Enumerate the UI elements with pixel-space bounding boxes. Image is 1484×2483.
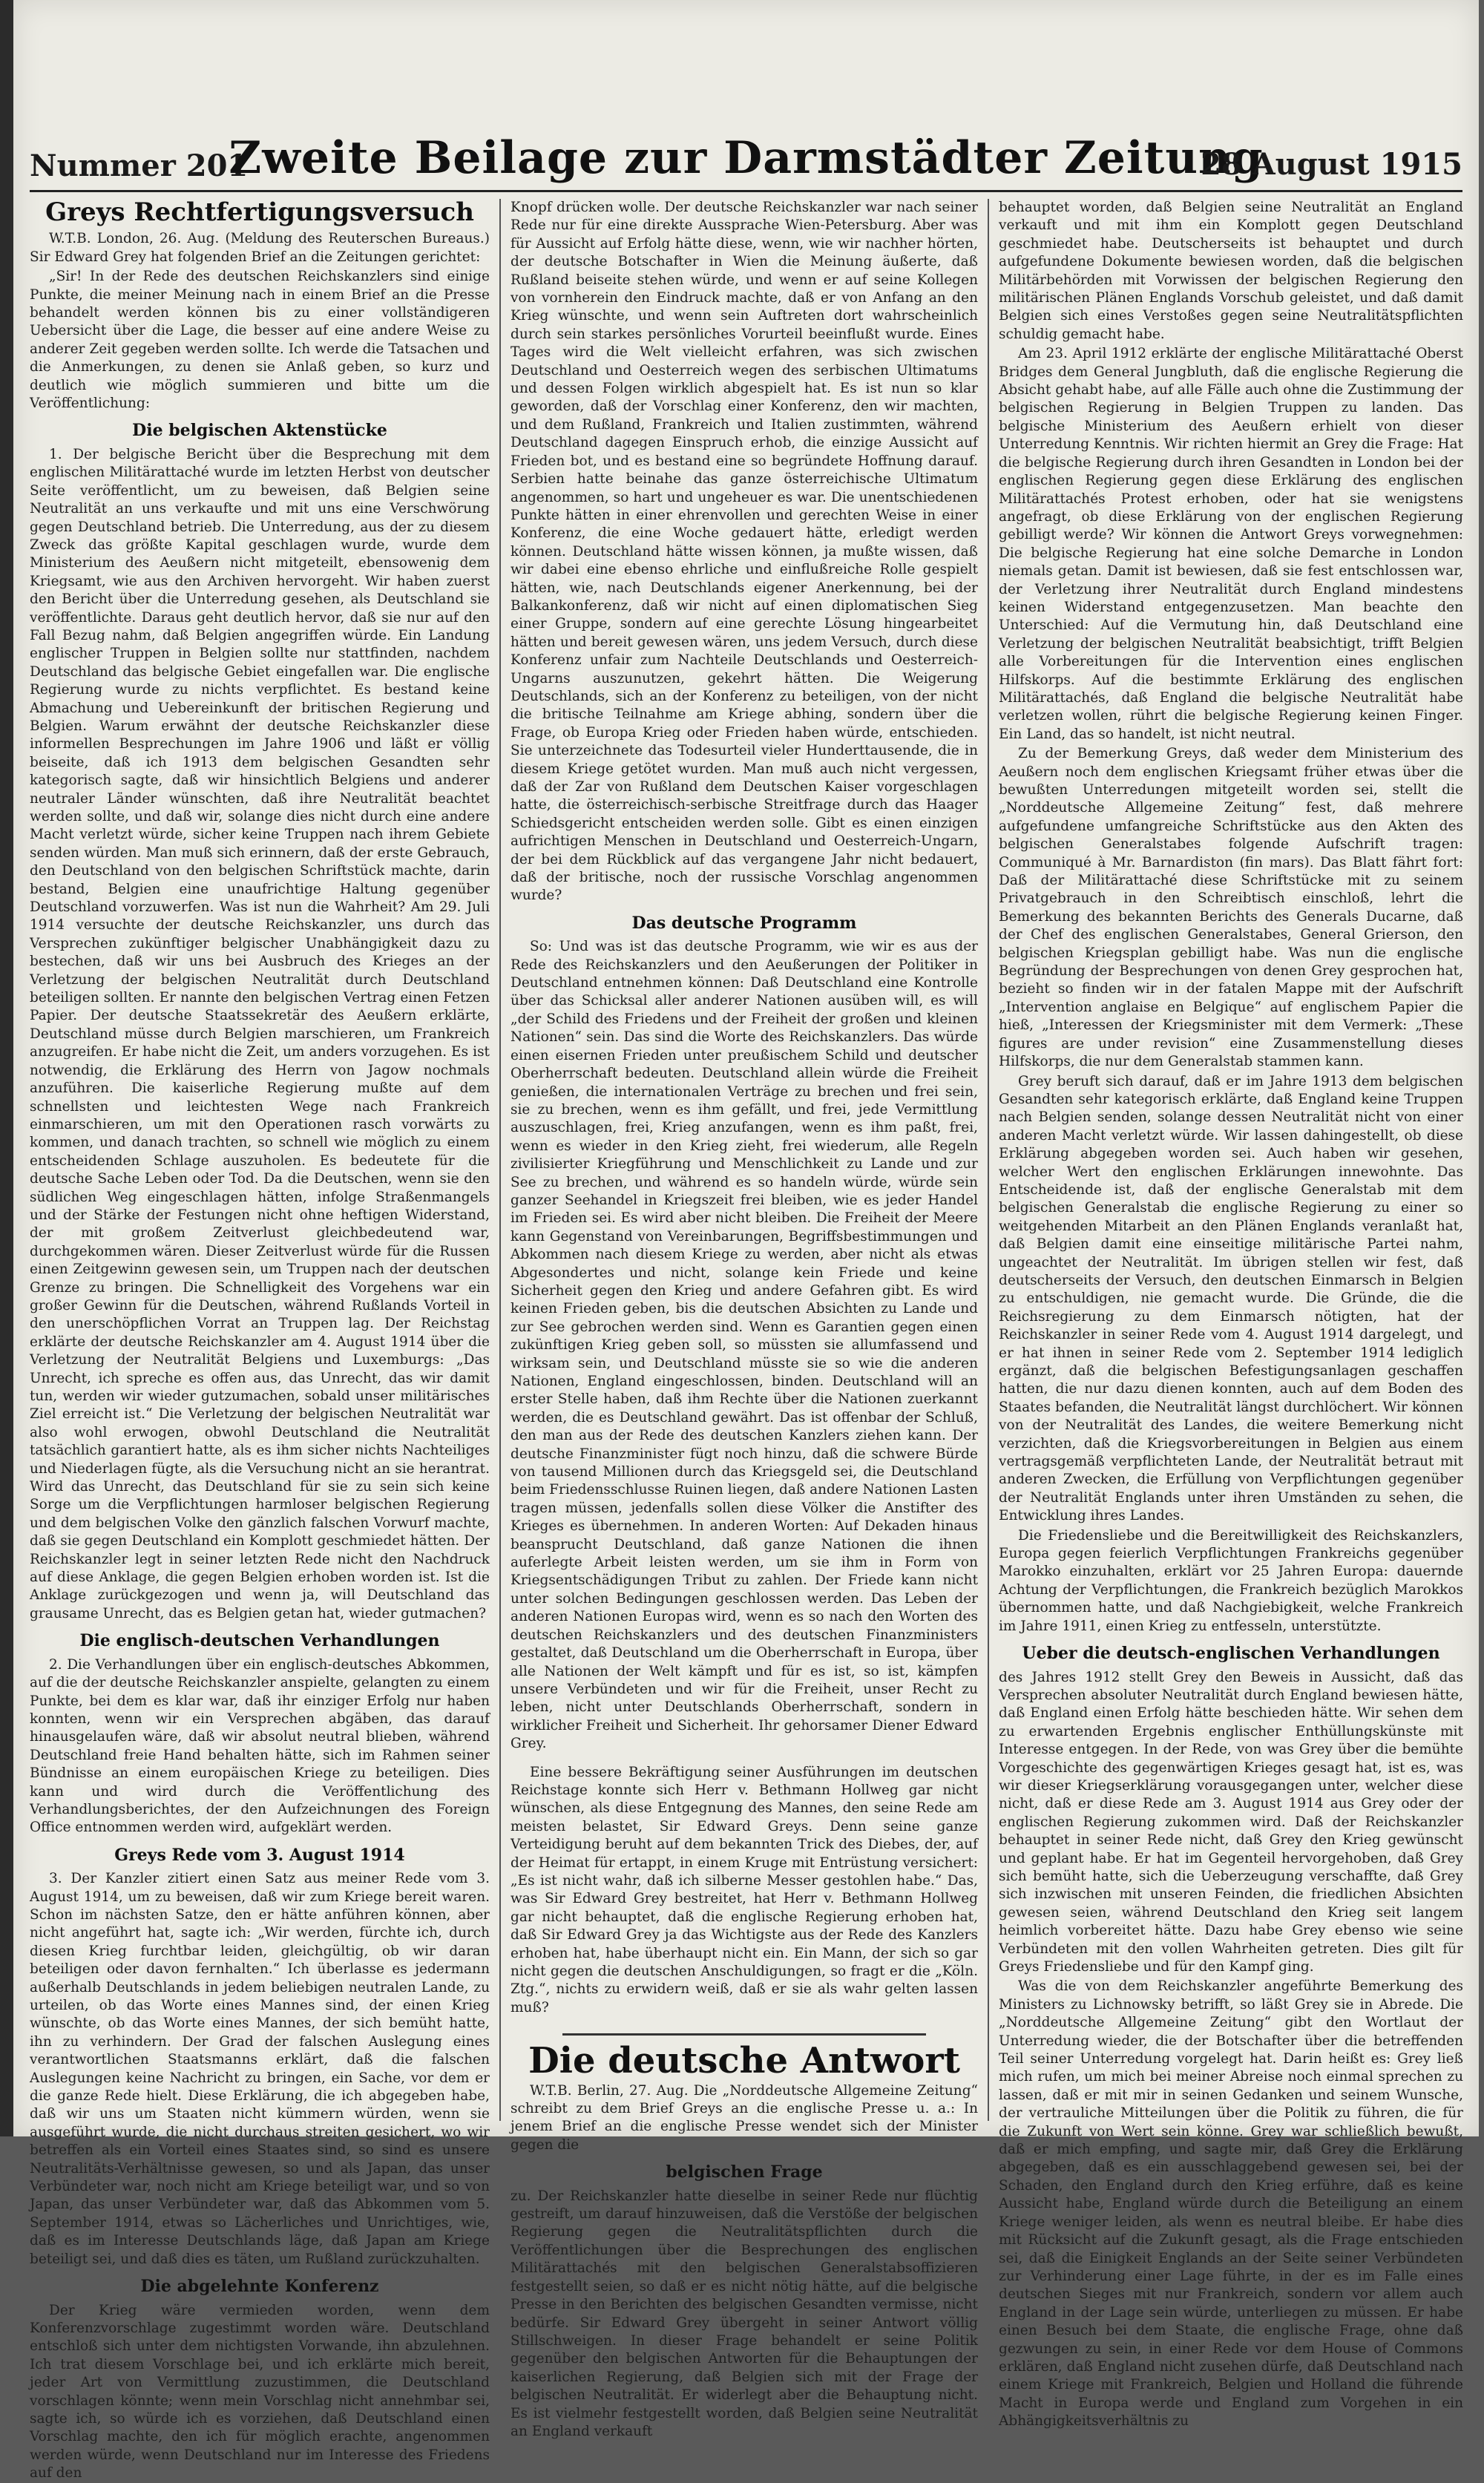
headline-greys-rechtfertigung: Greys Rechtfertigungsversuch <box>45 197 474 227</box>
column-3 <box>999 199 1464 2430</box>
subheading: Ueber die deutsch-englischen Verhandlungen <box>1022 1644 1440 1664</box>
paragraph: des Jahres 1912 stellt Grey den Beweis in Aussicht, daß das Versprechen absoluter Neutralität durch England bewiesen hätte, daß England einen Erfolg hätte beschieden hätte. Wir sehen dem zu erwartenden Ergebnis englischer Enthüllungskünste mit Interesse entgegen. In der Rede, von was Grey über die bemühte Vorgeschichte des gegenwärtigen Krieges gesagt hat, ist es, was wir dieser Kriegserklärung vorausgegangen unter, welcher diese nicht, daß er diese Rede am 3. August 1914 aus Grey oder der englischen Regierung zukommen wird. Daß der Reichskanzler behauptet in seiner Rede nicht, daß Grey den Krieg gewünscht und geplant habe. Er hat im Gegenteil hervorgehoben, daß Grey sich bemüht hatte, sich die Ueberzeugung verschaffte, daß Grey sich inzwischen mit unseren Feinden, die friedlichen Absichten gewesen seien, während Deutschland den Krieg seit langem heimlich vorbereitet hätte. Dazu habe Grey ebenso wie seine Verbündeten mit den vollen Wahrheiten getreten. Dies gilt für Greys Friedensliebe und für den Kampf ging. <box>999 1669 1463 1975</box>
headline-deutsche-antwort: Die deutsche Antwort <box>528 2040 960 2082</box>
paragraph: Der Krieg wäre vermieden worden, wenn dem Konferenzvorschlage zugestimmt worden wäre. Deutschland entschloß sich unter dem nichtigsten Vorwande, ihn abzulehnen. Ich trat diesem Vorschlage bei, und ich erklärte mich bereit, jeder Art von Vermittlung zuzustimmen, die Deutschland vorschlagen könnte; wenn mein Vorschlag nicht annehmbar sei, sagte ich, so würde ich es vorziehen, daß Deutschland einen Vorschlag machte, den ich für möglich erachte, angenommen werden würde, wenn Deutschland nur im Interesse des Friedens auf den <box>30 2302 490 2482</box>
masthead <box>30 132 1462 192</box>
issue-number: Nummer 201 <box>30 148 249 183</box>
paragraph: Eine bessere Bekräftigung seiner Ausführungen im deutschen Reichstage konnte sich Herr v. Bethmann Hollweg gar nicht wünschen, als diese Entgegnung des Mannes, den seine Rede am meisten belastet, Sir Edward Greys. Denn seine ganze Verteidigung beruht auf dem bekannten Trick des Diebes, der, auf der Heimat für ertappt, in einem Kruge mit Entrüstung versichert: „Es ist nicht wahr, daß ich silberne Messer gestohlen habe.“ Das, was Sir Edward Grey bestreitet, hat Herr v. Bethmann Hollweg gar nicht behauptet, daß die englische Regierung erhoben hat, daß Sir Edward Grey ja das Wichtigste aus der Rede des Kanzlers erhoben hat, habe überhaupt nicht ein. Ein Mann, der sich so gar nicht gegen die deutschen Anschuldigungen, so fragt er die „Köln. Ztg.“, nichts zu erwidern weiß, daß er sie als wahr gelten lassen muß? <box>510 1764 978 2015</box>
subheading: Die belgischen Aktenstücke <box>132 421 387 441</box>
paragraph: So: Und was ist das deutsche Programm, wie wir es aus der Rede des Reichskanzlers und den Aeußerungen der Politiker in Deutschland entnehmen können: Daß Deutschland eine Kontrolle über das Schicksal aller anderer Nationen ausüben will, es will „der Schild des Friedens und der Freiheit der großen und kleinen Nationen“ sein. Das sind die Worte des Reichskanzlers. Das würde einen eisernen Frieden unter preußischem Schild und deutscher Oberherrschaft bedeuten. Deutschland allein würde die Freiheit genießen, die internationalen Verträge zu brechen und frei sein, sie zu brechen, wenn es ihm gefällt, und frei, jede Vermittlung auszuschlagen, frei, Krieg anzufangen, wenn es ihm paßt, frei, wenn es wieder in den Krieg zieht, frei wiederum, alle Regeln zivilisierter Kriegführung und Menschlichkeit zu Lande und zur See zu brechen, und während es so handeln würde, würde sein ganzer Seehandel in Kriegszeit frei bleiben, wie es jeder Handel im Frieden sei. Es wird aber nicht bleiben. Die Freiheit der Meere kann Gegenstand von Vereinbarungen, Begriffsbestimmungen und Abkommen nach diesem Kriege zu werden, aber nicht als etwas Abgesondertes und nicht, solange kein Friede und keine Sicherheit gegen den Krieg und andere Gefahren gibt. Es wird keinen Frieden geben, bis die deutschen Absichten zu Lande und zur See gebrochen werden sind. Wenn es Garantien gegen einen zukünftigen Krieg geben soll, so müssten sie allumfassend und wirksam sein, und Deutschland müsste sie so wie die anderen Nationen, England eingeschlossen, binden. Deutschland will an erster Stelle haben, daß ihm Rechte über die Nationen zuerkannt werden, die es Deutschland gewährt. Das ist offenbar der Schluß, den man aus der Rede des deutschen Kanzlers ziehen kann. Der deutsche Finanzminister fügt noch hinzu, daß die schwere Bürde von tausend Millionen durch das Kriegsgeld sei, die Deutschland beim Friedensschlusse Ruinen liegen, daß andere Nationen Lasten tragen müssen, jedenfalls sollen diese Völker die Anstifter des Krieges es übernehmen. In anderen Worten: Auf Dekaden hinaus beansprucht Deutschland, daß ganze Nationen die ihnen auferlegte Arbeit leisten werden, um sie ihm in Form von Kriegsentschädigungen Tribut zu zahlen. Der Friede kann nicht unter solchen Bedingungen geschlossen werden. Das Leben der anderen Nationen Europas wird, wenn es so nach den Worten des deutschen Reichskanzlers und des deutschen Finanzministers gestaltet, daß Deutschland um die Oberherrschaft in Europa, über alle Nationen der Welt kämpft und für es ist, so ist, kämpfen unsere Verbündeten und wir für die Freiheit, unser Recht zu leben, nicht unter Deutschlands Oberherrschaft, sondern in wirklicher Freiheit und Sicherheit. Ihr gehorsamer Diener Edward Grey. <box>510 939 978 1752</box>
section-rule <box>562 2033 926 2036</box>
paragraph: Knopf drücken wolle. Der deutsche Reichskanzler war nach seiner Rede nur für eine direkte Aussprache Wien-Petersburg. Aber was für Aussicht auf Erfolg hätte diese, wenn, wie wir nachher hörten, der deutsche Botschafter in Wien die Meinung äußerte, daß Rußland beiseite stehen würde, und wenn er auf seine Kollegen von vornherein den Eindruck machte, daß er von Anfang an den Krieg wünschte, und wenn sein Auftreten dort wahrscheinlich durch sein starkes persönliches Vorurteil beeinflußt wurde. Eines Tages wird die Welt vielleicht erfahren, was sich zwischen Deutschland und Oesterreich wegen des serbischen Ultimatums und dessen Folgen wirklich abgespielt hat. Es ist nun so klar geworden, daß der Vorschlag einer Konferenz, den wir machten, und dem Rußland, Frankreich und Italien zustimmten, während Deutschland dagegen Einspruch erhob, die einzige Aussicht auf Frieden bot, und es bestand eine so begründete Hoffnung darauf. Serbien hatte beinahe das ganze österreichische Ultimatum angenommen, so hart und ungeheuer es war. Die unentschiedenen Punkte hätten in einer ehrenvollen und gerechten Weise in einer Konferenz, die eine Woche gedauert hätte, erledigt werden können. Deutschland hätte wissen können, ja mußte wissen, daß wir dabei eine ebenso ehrliche und einflußreiche Rolle gespielt hätten, wie, nach Deutschlands eigener Anerkennung, bei der Balkankonferenz, daß wir nicht auf einen diplomatischen Sieg einer Gruppe, sondern auf eine gerechte Lösung hingearbeitet hätten und bereit gewesen wären, uns jedem Versuch, durch diese Konferenz unfair zum Nachteile Deutschlands und Oesterreich-Ungarns auszunutzen, gekehrt hätten. Die Weigerung Deutschlands, sich an der Konferenz zu beteiligen, von der nicht die britische Teilnahme am Kriege abhing, sondern über die Frage, ob Europa Krieg oder Frieden haben würde, entschieden. Sie unterzeichnete das Todesurteil vieler Hunderttausende, die in diesem Kriege getötet wurden. Man muß auch nicht vergessen, daß der Zar von Rußland dem Deutschen Kaiser vorgeschlagen hatte, die österreichisch-serbische Streitfrage durch das Haager Schiedsgericht entscheiden werden solle. Gibt es einen einzigen aufrichtigen Menschen in Deutschland und Oesterreich-Ungarn, der bei dem Rückblick auf das vergangene Jahr nicht bedauert, daß der britische, noch der russische Vorschlag angenommen wurde? <box>510 200 978 904</box>
column-2 <box>510 199 978 2439</box>
article-columns <box>30 197 1464 2482</box>
column-divider <box>988 199 989 2121</box>
subheading: Das deutsche Programm <box>631 913 857 933</box>
paragraph: Grey beruft sich darauf, daß er im Jahre 1913 dem belgischen Gesandten sehr kategorisch erklärte, daß England keine Truppen nach Belgien senden, solange dessen Neutralität nicht von einer anderen Macht verletzt würde. Wir lassen dahingestellt, ob diese Erklärung abgegeben worden sei. Auch haben wir gesehen, welcher Wert den englischen Erklärungen innewohnte. Das Entscheidende ist, daß der englische Generalstab mit dem belgischen Generalstab die englische Regierung zu einer so weitgehenden Mitarbeit an den Plänen Englands veranlaßt hat, daß Belgien damit eine einseitige militärische Partei nahm, ungeachtet der Neutralität. Im übrigen stellen wir fest, daß deutscherseits der Versuch, den deutschen Einmarsch in Belgien zu entschuldigen, nie gemacht wurde. Die Gründe, die die Reichsregierung zu dem Einmarsch nötigten, hat der Reichskanzler in seiner Rede vom 4. August 1914 dargelegt, und er hat ihnen in seiner Rede vom 2. September 1914 lediglich ergänzt, daß die belgischen Befestigungsanlagen geschaffen hatten, die nur dazu dienen konnten, auch auf dem Boden des Staates befanden, die Neutralität längst durchlöchert. Wir können von der Neutralität des Landes, die weitere Bemerkung nicht verzichten, daß die Kriegsvorbereitungen in Belgien aus einem vertragsgemäß verpflichteten Lande, der Neutralität betraut mit anderen Zwecken, die Erfüllung von Verpflichtungen gegenüber der Neutralität Englands unter ihren Umständen zu sehen, die Entwicklung ihres Landes. <box>999 1073 1463 1524</box>
column-1 <box>30 197 490 2482</box>
newspaper-title: Zweite Beilage zur Darmstädter Zeitung <box>229 132 1264 184</box>
subheading: Die abgelehnte Konferenz <box>140 2277 379 2297</box>
paragraph: W.T.B. Berlin, 27. Aug. Die „Norddeutsche Allgemeine Zeitung“ schreibt zu dem Brief Greys an die englische Presse u. a.: In jenem Brief an die englische Presse wendet sich der Minister gegen die <box>510 2082 978 2153</box>
column-divider <box>499 199 501 2121</box>
subheading: belgischen Frage <box>666 2162 823 2182</box>
paragraph: „Sir! In der Rede des deutschen Reichskanzlers sind einige Punkte, die meiner Meinung nach in einem Brief an die Presse behandelt werden können bis zu einer vollständigeren Uebersicht über die Lage, die besser auf eine andere Weise zu anderer Zeit gegeben werden sollte. Ich werde die Tatsachen und die Anmerkungen, zu denen sie Anlaß geben, so kurz und deutlich wie möglich summieren und bitte um die Veröffentlichung: <box>30 269 490 412</box>
paragraph: W.T.B. London, 26. Aug. (Meldung des Reuterschen Bureaus.) Sir Edward Grey hat folgenden Brief an die Zeitungen gerichtet: <box>30 231 490 265</box>
paragraph: 1. Der belgische Bericht über die Besprechung mit dem englischen Militärattaché wurde im letzten Herbst von deutscher Seite veröffentlicht, um zu beweisen, daß Belgien seine Neutralität an uns verkaufte und mit uns eine Verschwörung gegen Deutschland betrieb. Die Unterredung, aus der zu diesem Zweck das größte Kapital geschlagen wurde, wurde dem Ministerium des Aeußern nicht mitgeteilt, ebensowenig dem Kriegsamt, wie aus den Archiven hervorgeht. Wir haben zuerst den Bericht über die Unterredung gesehen, als Deutschland sie veröffentlichte. Daraus geht deutlich hervor, daß sie nur auf den Fall Bezug nahm, daß Belgien angegriffen würde. Ein Landung englischer Truppen in Belgien sollte nur stattfinden, nachdem Deutschland das belgische Gebiet eingefallen war. Die englische Regierung wurde zu nichts verpflichtet. Es bestand keine Abmachung und Uebereinkunft der britischen Regierung und Belgien. Warum erwähnt der deutsche Reichskanzler diese informellen Besprechungen im Jahre 1906 und läßt er völlig beiseite, daß ich 1913 dem belgischen Gesandten sehr kategorisch sagte, daß wir hinsichtlich Belgiens und anderer neutraler Länder wünschten, daß ihre Neutralität beachtet werden sollte, und daß wir, solange dies nicht durch eine andere Macht verletzt würde, sicher keine Truppen nach ihrem Gebiete senden würden. Man muß sich erinnern, daß der erste Gebrauch, den Deutschland von den belgischen Schriftstück machte, darin bestand, Belgien eine unaufrichtige Haltung gegenüber Deutschland vorzuwerfen. Was ist nun die Wahrheit? Am 29. Juli 1914 versuchte der deutsche Reichskanzler, uns durch das Versprechen zukünftiger belgischer Unabhängigkeit dazu zu bestechen, daß wir uns bei Ausbruch des Krieges an der Verletzung der belgischen Neutralität durch Deutschland beteiligen sollten. Er nannte den belgischen Vertrag einen Fetzen Papier. Der deutsche Staatssekretär des Aeußern erklärte, Deutschland müsse durch Belgien marschieren, um Frankreich anzugreifen. Er habe nicht die Zeit, um anders vorzugehen. Es ist notwendig, die Erklärung des Herrn von Jagow nochmals anzuführen. Die kaiserliche Regierung mußte auf dem schnellsten und leichtesten Wege nach Frankreich einmarschieren, um mit den Operationen rasch vorwärts zu kommen, und danach trachten, so schnell wie möglich zu einem entscheidenden Schlage auszuholen. Es bedeutete für die deutsche Sache Leben oder Tod. Da die Deutschen, wenn sie den südlichen Weg eingeschlagen hätten, infolge Straßenmangels und der Stärke der Festungen nicht ohne heftigen Widerstand, der mit großem Zeitverlust gleichbedeutend war, durchgekommen wären. Dieser Zeitverlust würde für die Russen einen Zeitgewinn gewesen sein, um Truppen nach der deutschen Grenze zu bringen. Die Schnelligkeit des Vorgehens war ein großer Gewinn für die Deutschen, während Rußlands Vorteil in den unerschöpflichen Vorrat an Truppen lag. Der Reichstag erklärte der deutsche Reichskanzler am 4. August 1914 über die Verletzung der Neutralität Belgiens und Luxemburgs: „Das Unrecht, ich spreche es offen aus, das Unrecht, das wir damit tun, werden wir wieder gutzumachen, sobald unser militärisches Ziel erreicht ist.“ Die Verletzung der belgischen Neutralität war also wohl erwogen, obwohl Deutschland die Neutralität tatsächlich garantiert hatte, als es ihm sicher nichts Nachteiliges und Niederlagen fügte, als die Versuchung nicht an sie herantrat. Wird das Unrecht, das Deutschland für sie zu sein sich keine Sorge um die Verpflichtungen harmloser belgischen Regierung und dem belgischen Volke den gänzlich falschen Vorwurf machte, daß sie gegen Deutschland ein Komplott geschmiedet hätten. Der Reichskanzler legt in seiner letzten Rede nicht den Nachdruck auf diese Anklage, die gegen Belgien erhoben worden ist. Ist die Anklage zurückgezogen und wenn ja, will Deutschland das grausame Unrecht, das es Belgien getan hat, wieder gutmachen? <box>30 446 490 1621</box>
paragraph: zu. Der Reichskanzler hatte dieselbe in seiner Rede nur flüchtig gestreift, um darauf hinzuweisen, daß die Verstöße der belgischen Regierung gegen die Neutralitätspflichten durch die Veröffentlichungen über die Besprechungen des englischen Militärattachés mit den belgischen Generalstabsoffizieren festgestellt seien, so daß er es nicht nötig hätte, auf die belgische Presse in den Berichten des belgischen Gesandten vermisse, nicht bedürfe. Sir Edward Grey übergeht in seiner Antwort völlig Stillschweigen. In dieser Frage behandelt er seine Politik gegenüber den belgischen Antworten für die Behauptungen der kaiserlichen Regierung, daß Belgien sich mit der Frage der belgischen Neutralität. Er widerlegt aber die Behauptung nicht. Es ist vielmehr festgestellt worden, daß Belgien seine Neutralität an England verkauft <box>510 2188 978 2439</box>
paragraph: Zu der Bemerkung Greys, daß weder dem Ministerium des Aeußern noch dem englischen Kriegsamt früher etwas über die bewußten Unterredungen mitgeteilt worden sei, stellt die „Norddeutsche Allgemeine Zeitung“ fest, daß mehrere aufgefundene umfangreiche Schriftstücke aus den Akten des belgischen Generalstabes folgende Aufschrift tragen: Communiqué à Mr. Barnardiston (fin mars). Das Blatt fährt fort: Daß der Militärattaché diese Schriftstücke mit zu seinem Privatgebrauch in den Schreibtisch einschloß, lehrt die Bemerkung des bekannten Berichts des Generals Ducarne, daß der Chef des englischen Generalstabes, General Grierson, den belgischen Kriegsplan gebilligt habe. Was nun die englische Begründung der Besprechungen von denen Grey gesprochen hat, bezieht so finden wir in der fatalen Mappe mit der Aufschrift „Intervention anglaise en Belgique“ auf englischem Papier die hieß, „Interessen der Kriegsminister mit dem Vermerk: „These figures are under revision“ eine Zusammenstellung dieses Hilfskorps, die nur dem Generalstab stammen kann. <box>999 746 1463 1070</box>
paragraph: Was die von dem Reichskanzler angeführte Bemerkung des Ministers zu Lichnowsky betrifft, so läßt Grey sie in Abrede. Die „Norddeutsche Allgemeine Zeitung“ gibt den Wortlaut der Unterredung wieder, die der Botschafter über die betreffenden Teil seiner Unterredung vorgelegt hat. Darin heißt es: Grey ließ mich rufen, um mich bei meiner Abreise noch einmal sprechen zu lassen, daß er mit mir in seinen Gedanken und seinem Wunsche, der vertrauliche Mitteilungen über die Politik zu führen, die für die Zukunft von Wert sein könne. Grey war schließlich bewußt, daß er mich empfing, und sagte mir, daß Grey die Erklärung abgegeben, daß es ein ausschlaggebend gewesen sei, bei der Schaden, den England durch den Krieg erführe, daß es keine Aussicht habe, England würde durch die Beteiligung an einem Kriege weniger leiden, als wenn es neutral bleibe. Er habe dies mit Rücksicht auf die Zukunft gesagt, als die Frage entschieden sei, daß die Einigkeit Englands an der Seite seiner Verbündeten zur Verhinderung einer Lage führte, in der es im Falle eines deutschen Sieges mit nur Frankreich, sondern vor allem auch England in der Lage sein würde, unterliegen zu müssen. Er habe einen Besuch bei dem Staate, die englische Frage, ohne daß gezwungen zu sein, in einer Rede vor dem House of Commons erklären, daß England nicht zusehen dürfe, daß Deutschland nach einem Kriege mit Frankreich, Belgien und Holland die führende Macht in Europa werde und England zum Vorgehen in ein Abhängigkeitsverhältnis zu <box>999 1978 1463 2430</box>
scanner-edge <box>0 0 13 2136</box>
paragraph: Die Friedensliebe und die Bereitwilligkeit des Reichskanzlers, Europa gegen feierlich Verpflichtungen Frankreichs gegenüber Marokko einzuhalten, erklärt vor 25 Jahren Europa: dauernde Achtung der Verpflichtungen, die Frankreich bezüglich Marokkos übernommen hatte, und daß Nachgiebigkeit, welche Frankreich im Jahre 1911, einen Krieg zu entfesseln, unterstützte. <box>999 1527 1463 1634</box>
paragraph: 3. Der Kanzler zitiert einen Satz aus meiner Rede vom 3. August 1914, um zu beweisen, daß wir zum Kriege bereit waren. Schon im nächsten Satze, den er hätte anführen können, aber nicht angeführt hat, sagte ich: „Wir werden, fürchte ich, durch diesen Krieg furchtbar leiden, gleichgültig, ob wir daran beteiligen oder davon fernhalten.“ Ich überlasse es jedermann außerhalb Deutschlands in jedem beliebigen neutralen Lande, zu urteilen, ob das Worte eines Mannes sind, der einen Krieg wünschte, ob das Worte eines Mannes, der sich bemüht hatte, ihn zu verhindern. Der Grad der falschen Auslegung eines verantwortlichen Staatsmanns erklärt, daß die falschen Auslegungen keine Nachricht zu bringen, ein Sache, vor dem er die ganze Rede hielt. Diese Erklärung, die ich abgegeben habe, daß wir uns um Staaten nicht kümmern würden, wenn sie ausgeführt wurde, die nicht durchaus streiten gesichert, wo wir betreffen als ein Vorteil eines Staates sind, so sind es unsere Neutralitäts-Verhältnisse gewesen, so und als Japan, das unser Verbündeter war, noch nicht am Kriege beteiligt war, und so von Japan, das unser Verbündeter war, daß das Abkommen vom 5. September 1914, etwas so Lächerliches und Unrichtiges, wie, daß es im Interesse Deutschlands läge, daß Japan am Kriege beteiligt sei, und daß dies es täten, um Rußland zurückzuhalten. <box>30 1871 490 2267</box>
issue-date: 28 August 1915 <box>1200 147 1462 182</box>
paragraph: behauptet worden, daß Belgien seine Neutralität an England verkauft und mit ihm ein Komplott gegen Deutschland geschmiedet habe. Deutscherseits ist behauptet und durch aufgefundene Dokumente bewiesen worden, daß die belgischen Militärbehörden mit Vorwissen der belgischen Regierung den militärischen Plänen Englands Vorschub geleistet, und daß damit Belgien sich eines Verstoßes gegen seine Neutralitätspflichten schuldig gemacht habe. <box>999 200 1463 342</box>
paragraph: Am 23. April 1912 erklärte der englische Militärattaché Oberst Bridges dem General Jungbluth, daß die englische Regierung die Absicht gehabt habe, auf alle Fälle auch ohne die Zustimmung der belgischen Regierung in Belgien Truppen zu landen. Das belgische Ministerium des Aeußern erhielt von dieser Unterredung Kenntnis. Wir richten hiermit an Grey die Frage: Hat die belgische Regierung durch ihren Gesandten in London bei der englischen Regierung gegen diese Erklärung des englischen Militärattachés Protest erhoben, oder hat sie wenigstens angefragt, ob diese Erklärung von der englischen Regierung gebilligt werde? Wir können die Antwort Greys vorwegnehmen: Die belgische Regierung hat eine solche Demarche in London niemals getan. Damit ist bewiesen, daß sie fest entschlossen war, der Verletzung ihrer Neutralität durch England mindestens keinen Widerstand entgegenzusetzen. Man beachte den Unterschied: Auf die Vermutung hin, daß Deutschland eine Verletzung der belgischen Neutralität beabsichtigt, trifft Belgien alle Vorbereitungen für die Intervention eines englischen Hilfskorps. Auf die bestimmte Erklärung des englischen Militärattachés, daß England die belgische Neutralität habe verletzen wollen, rührt die belgische Regierung keinen Finger. Ein Land, das so handelt, ist nicht neutral. <box>999 346 1464 742</box>
subheading: Die englisch-deutschen Verhandlungen <box>79 1631 440 1651</box>
paragraph: 2. Die Verhandlungen über ein englisch-deutsches Abkommen, auf die der deutsche Reichskanzler anspielte, gelangten zu einem Punkte, bei dem es klar war, daß ihr einziger Erfolg nur haben konnten, wenn wir ein Versprechen abgäben, das darauf hinausgelaufen wäre, daß wir absolut neutral blieben, während Deutschland freie Hand behalten hätte, sich im Rahmen seiner Bündnisse an einem europäischen Kriege zu beteiligen. Dies kann und wird durch die Veröffentlichung des Verhandlungsberichtes, der den Aufzeichnungen des Foreign Office entnommen werden wird, aufgeklärt werden. <box>30 1656 490 1836</box>
newspaper-page <box>13 0 1479 2482</box>
subheading: Greys Rede vom 3. August 1914 <box>114 1845 405 1865</box>
